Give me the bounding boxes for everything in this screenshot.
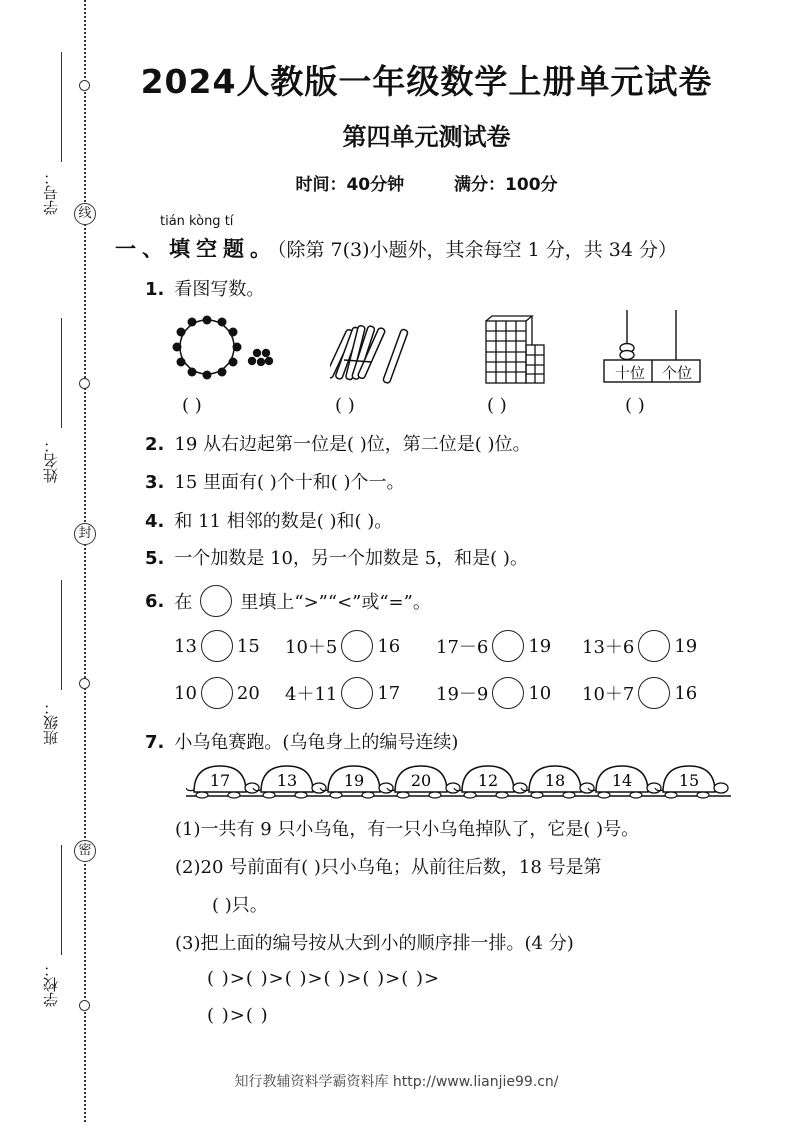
- section-prefix: 一、: [115, 237, 169, 261]
- binding-hole: [79, 1000, 90, 1011]
- question-number: 3.: [145, 472, 165, 493]
- compare-right: 19: [528, 635, 552, 657]
- abacus-ones-label: 个位: [661, 364, 692, 382]
- section-pinyin: tián kòng tí: [160, 214, 234, 229]
- compare-right: 16: [674, 682, 698, 704]
- question-number: 2.: [145, 434, 165, 455]
- turtle-icon: [387, 766, 460, 798]
- full-score: 满分：100分: [454, 175, 558, 195]
- section-title: 填空题: [169, 237, 250, 261]
- compare-left: 10＋7: [582, 684, 635, 705]
- abacus-tens-label: 十位: [614, 364, 645, 382]
- question-5: [145, 544, 528, 570]
- turtle-number: 17: [209, 771, 231, 790]
- question-number: 1.: [145, 279, 165, 300]
- turtle-icon: [588, 766, 661, 798]
- turtle-icon: [253, 766, 326, 798]
- turtle-number: 13: [276, 771, 298, 790]
- question-text: 小乌龟赛跑。(乌龟身上的编号连续): [174, 732, 459, 753]
- section-heading: [115, 233, 677, 263]
- turtle-number: 12: [477, 771, 499, 790]
- compare-left: 13: [174, 635, 197, 657]
- seal-feng: 封: [74, 523, 96, 545]
- compare-left: 4＋11: [285, 684, 338, 705]
- turtle-number: 18: [544, 771, 566, 790]
- answer-blank[interactable]: ( ): [487, 395, 507, 416]
- q7-sub3: (3)把上面的编号按从大到小的顺序排一排。(4 分): [175, 933, 574, 954]
- question-number: 6.: [145, 590, 165, 612]
- compare-circle-input[interactable]: [341, 677, 373, 709]
- compare-right: 10: [528, 682, 552, 704]
- compare-circle-icon: [200, 585, 232, 617]
- compare-left: 10＋5: [285, 637, 338, 658]
- compare-circle-input[interactable]: [638, 677, 670, 709]
- section-dot: 。: [250, 237, 277, 261]
- compare-left: 19－9: [436, 684, 489, 705]
- compare-circle-input[interactable]: [201, 630, 233, 662]
- bead-circle-figure: [165, 312, 280, 387]
- order-answer-line[interactable]: ( )>( )>( )>( )>( )>( )>: [207, 968, 441, 989]
- question-number: 5.: [145, 548, 165, 569]
- question-text: 19 从右边起第一位是( )位，第二位是( )位。: [174, 434, 531, 455]
- name-label: 姓名：: [42, 438, 60, 483]
- school-label: 学校：: [42, 962, 60, 1007]
- turtle-number: 14: [611, 771, 633, 790]
- question-text: 一个加数是 10，另一个加数是 5，和是( )。: [174, 548, 528, 569]
- turtle-number: 15: [678, 771, 700, 790]
- student-id-label: 学号：: [42, 170, 60, 215]
- turtle-race-figure: [186, 762, 736, 804]
- turtle-icon: [320, 766, 393, 798]
- question-4: [145, 507, 392, 533]
- compare-right: 16: [377, 635, 401, 657]
- name-blank[interactable]: [61, 318, 62, 428]
- turtle-icon: [655, 766, 728, 798]
- question-text: 看图写数。: [174, 279, 265, 300]
- compare-right: 19: [674, 635, 698, 657]
- exam-info: [0, 170, 793, 195]
- compare-row-1: [174, 630, 713, 662]
- order-answer-line[interactable]: ( )>( ): [207, 1005, 269, 1026]
- answer-blank[interactable]: ( ): [625, 395, 645, 416]
- compare-right: 20: [236, 682, 260, 704]
- class-label: 班级：: [42, 700, 60, 745]
- question-text: 15 里面有( )个十和( )个一。: [174, 472, 405, 493]
- turtle-number: 19: [343, 771, 365, 790]
- cube-block-figure: [484, 315, 549, 385]
- turtle-icon: [454, 766, 527, 798]
- question-text: 在: [174, 592, 193, 613]
- compare-circle-input[interactable]: [638, 630, 670, 662]
- compare-left: 13＋6: [582, 637, 635, 658]
- compare-circle-input[interactable]: [492, 677, 524, 709]
- q7-sub2: (2)20 号前面有( )只小乌龟；从前往后数，18 号是第: [175, 857, 602, 878]
- section-note: （除第 7(3)小题外，其余每空 1 分，共 34 分）: [277, 239, 677, 261]
- compare-circle-input[interactable]: [492, 630, 524, 662]
- footer-watermark: 知行教辅资料学霸资料库 http://www.lianjie99.cn/: [234, 1074, 559, 1090]
- compare-left: 17－6: [436, 637, 489, 658]
- page-subtitle: 第四单元测试卷: [342, 123, 511, 151]
- binding-hole: [79, 678, 90, 689]
- compare-right: 17: [377, 682, 401, 704]
- stick-bundle-figure: [330, 322, 415, 387]
- question-7: [145, 728, 458, 754]
- time-limit: 时间：40分钟: [295, 175, 405, 195]
- question-3: [145, 468, 405, 494]
- compare-circle-input[interactable]: [341, 630, 373, 662]
- compare-circle-input[interactable]: [201, 677, 233, 709]
- page-title: 2024人教版一年级数学上册单元试卷: [140, 62, 713, 101]
- question-number: 4.: [145, 511, 165, 532]
- turtle-number: 20: [410, 771, 432, 790]
- question-1: [145, 275, 264, 301]
- compare-right: 15: [236, 635, 260, 657]
- question-number: 7.: [145, 732, 165, 753]
- binding-hole: [79, 378, 90, 389]
- school-blank[interactable]: [61, 845, 62, 955]
- question-text: 里填上“>”“<”或“=”。: [240, 592, 431, 613]
- q7-sub1: (1)一共有 9 只小乌龟，有一只小乌龟掉队了，它是( )号。: [175, 819, 640, 840]
- question-6: [145, 585, 431, 617]
- seal-xian: 线: [74, 203, 96, 225]
- class-blank[interactable]: [61, 580, 62, 690]
- binding-line: [84, 0, 86, 1122]
- question-2: [145, 430, 531, 456]
- question-text: 和 11 相邻的数是( )和( )。: [174, 511, 393, 532]
- q7-sub2-cont: ( )只。: [212, 895, 268, 916]
- seal-mi: 密: [74, 840, 96, 862]
- turtle-icon: [186, 766, 259, 798]
- turtle-icon: [521, 766, 594, 798]
- answer-blank[interactable]: ( ): [335, 395, 355, 416]
- compare-row-2: [174, 677, 713, 709]
- answer-blank[interactable]: ( ): [182, 395, 202, 416]
- compare-left: 10: [174, 682, 197, 704]
